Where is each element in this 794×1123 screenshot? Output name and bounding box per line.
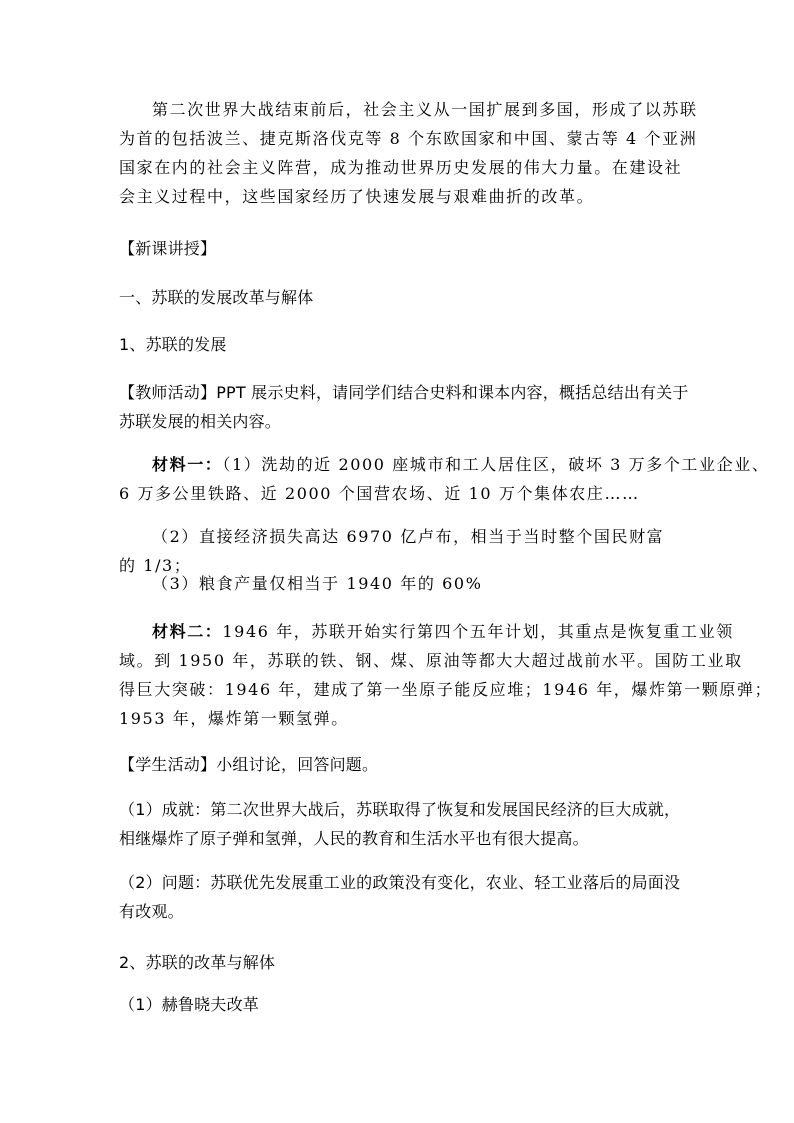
material2-label: 材料二：: [152, 622, 223, 641]
material1-item1-line-1: （1）洗劫的近 2000 座城市和工人居住区，破坏 3 万多个工业企业、: [222, 455, 770, 474]
section1-heading: 一、苏联的发展改革与解体: [119, 288, 314, 307]
material2-line-2: 域。到 1950 年，苏联的铁、钢、煤、原油等都大大超过战前水平。国防工业取: [119, 651, 743, 670]
material1-item1-line-2: 6 万多公里铁路、近 2000 个国营农场、近 10 万个集体农庄……: [119, 484, 640, 503]
teacher-activity: [119, 378, 689, 436]
teacher-activity-line-2: 苏联发展的相关内容。: [119, 412, 282, 431]
material1-item3: （3）粮食产量仅相当于 1940 年的 60%: [152, 574, 483, 593]
answer1-line-1: （1）成就：第二次世界大战后，苏联取得了恢复和发展国民经济的巨大成就，: [119, 800, 681, 819]
intro-line-1: 第二次世界大战结束前后，社会主义从一国扩展到多国，形成了以苏联: [152, 100, 698, 119]
teacher-activity-label: 【教师活动】: [119, 383, 217, 402]
material2-block: [119, 617, 773, 733]
student-activity-label: 【学生活动】: [119, 755, 217, 774]
intro-line-3: 国家在内的社会主义阵营，成为推动世界历史发展的伟大力量。在建设社: [119, 158, 683, 177]
intro-line-2: 为首的包括波兰、捷克斯洛伐克等 8 个东欧国家和中国、蒙古等 4 个亚洲: [119, 129, 698, 148]
material1-label: 材料一：: [152, 455, 223, 474]
answer2: [119, 868, 681, 926]
answer2-line-2: 有改观。: [119, 902, 184, 921]
student-activity: [119, 750, 677, 779]
intro-paragraph: [119, 95, 698, 211]
subsection1-heading: 1、苏联的发展: [119, 335, 227, 354]
subsection2-item1: （1）赫鲁晓夫改革: [119, 995, 259, 1014]
material2-line-3: 得巨大突破：1946 年，建成了第一坐原子能反应堆；1946 年，爆炸第一颗原弹；: [119, 680, 773, 699]
material1-item2: （2）直接经济损失高达 6970 亿卢布，相当于当时整个国民财富的 1/3；: [119, 527, 665, 575]
material2-line-4: 1953 年，爆炸第一颗氢弹。: [119, 709, 349, 728]
answer2-line-1: （2）问题：苏联优先发展重工业的政策没有变化，农业、轻工业落后的局面没: [119, 873, 681, 892]
new-lesson-heading: 【新课讲授】: [119, 239, 217, 258]
student-activity-text: 小组讨论，回答问题。: [216, 755, 379, 774]
material2-line-1: 1946 年，苏联开始实行第四个五年计划，其重点是恢复重工业领: [222, 622, 734, 641]
answer1-line-2: 相继爆炸了原子弹和氢弹，人民的教育和生活水平也有很大提高。: [119, 829, 589, 848]
answer1: [119, 795, 681, 853]
subsection2-heading: 2、苏联的改革与解体: [119, 953, 276, 972]
teacher-activity-line-1: PPT 展示史料，请同学们结合史料和课本内容，概括总结出有关于: [216, 383, 689, 402]
intro-line-4: 会主义过程中，这些国家经历了快速发展与艰难曲折的改革。: [119, 187, 595, 206]
material1-block: [119, 450, 770, 508]
